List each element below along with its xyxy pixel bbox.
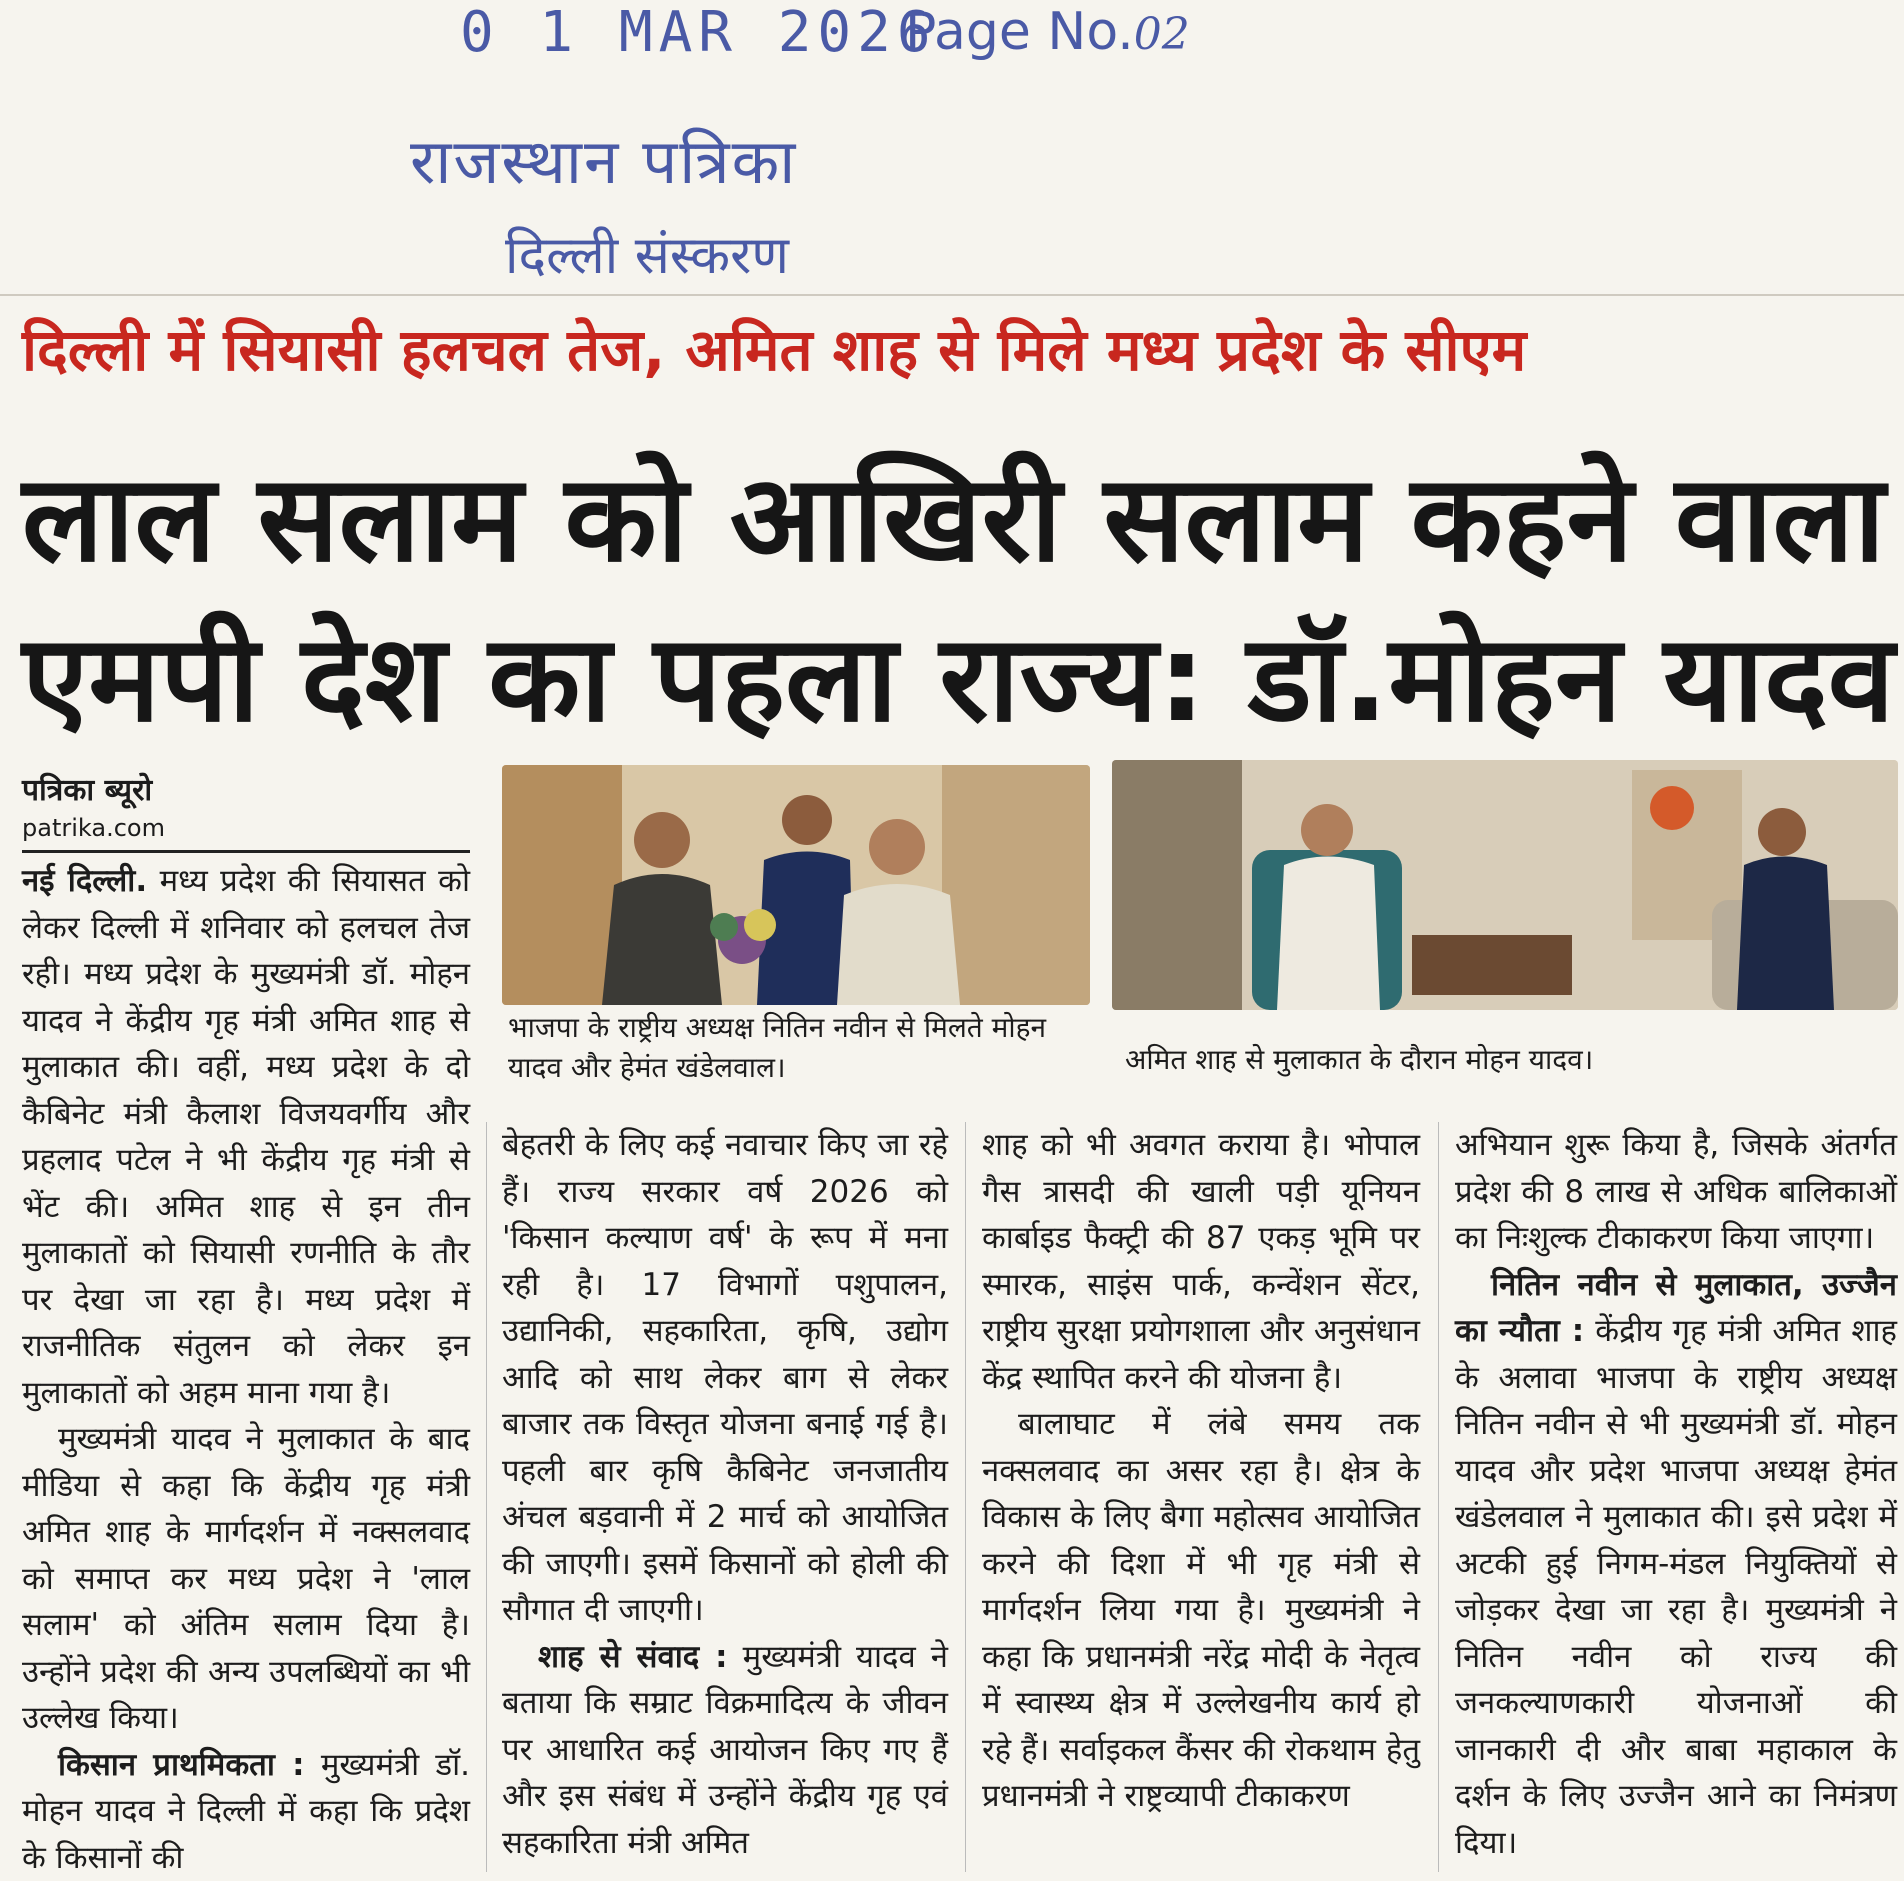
dateline: नई दिल्ली. bbox=[22, 863, 148, 899]
article-column-4 bbox=[1455, 1122, 1897, 1866]
column-rule-2 bbox=[965, 1122, 966, 1872]
col4-paragraph-1: अभियान शुरू किया है, जिसके अंतर्गत प्रदेश की 8 लाख से अधिक बालिकाओं का निःशुल्क टीकाकरण किया जाएगा। bbox=[1455, 1127, 1897, 1256]
subhead-farmer-priority: किसान प्राथमिकता : bbox=[58, 1746, 305, 1783]
article-column-2 bbox=[502, 1122, 948, 1866]
stamp-newspaper-name: राजस्थान पत्रिका bbox=[410, 125, 798, 198]
col1-paragraph-3 bbox=[22, 1742, 470, 1881]
column-rule-3 bbox=[1438, 1122, 1439, 1872]
article-column-1 bbox=[22, 858, 470, 1881]
photo1-illustration bbox=[502, 765, 1090, 1005]
col1-text-3: मुख्यमंत्री डॉ. मोहन यादव ने दिल्ली में कहा कि प्रदेश के किसानों की bbox=[22, 1746, 471, 1876]
kicker-headline: दिल्ली में सियासी हलचल तेज, अमित शाह से मिले मध्य प्रदेश के सीएम bbox=[22, 316, 1527, 384]
photo2-illustration bbox=[1112, 760, 1898, 1010]
stamp-date: 0 1 MAR 2026 bbox=[460, 0, 937, 65]
main-headline-line2: एमपी देश का पहला राज्य: डॉ.मोहन यादव bbox=[22, 610, 1895, 749]
col2-paragraph-1: बेहतरी के लिए कई नवाचार किए जा रहे हैं। राज्य सरकार वर्ष 2026 को 'किसान कल्याण वर्ष' के रूप में मना रही है। 17 विभागों पशुपालन, उद्यानिकी, सहकारिता, कृषि, उद्योग आदि को साथ लेकर बाग से लेकर बाजार तक विस्तृत योजना बनाई गई है। पहली बार कृषि कैबिनेट जनजातीय अंचल बड़वानी में 2 मार्च को आयोजित की जाएगी। इसमें किसानों को होली की सौगात दी जाएगी। bbox=[502, 1127, 948, 1628]
col1-paragraph-2: मुख्यमंत्री यादव ने मुलाकात के बाद मीडिया से कहा कि केंद्रीय गृह मंत्री अमित शाह के मार्गदर्शन में नक्सलवाद को समाप्त कर मध्य प्रदेश ने 'लाल सलाम' को अंतिम सलाम दिया है। उन्होंने प्रदेश की अन्य उपलब्धियों का भी उल्लेख किया। bbox=[22, 1421, 470, 1736]
col2-text-2: मुख्यमंत्री यादव ने बताया कि सम्राट विक्रमादित्य के जीवन पर आधारित कई आयोजन किए गए हैं और इस संबंध में उन्होंने केंद्रीय गृह एवं सहकारिता मंत्री अमित bbox=[502, 1638, 949, 1861]
col1-text-1: मध्य प्रदेश की सियासत को लेकर दिल्ली में शनिवार को हलचल तेज रही। मध्य प्रदेश के मुख्यमंत्री डॉ. मोहन यादव ने केंद्रीय गृह मंत्री अमित शाह से मुलाकात की। वहीं, मध्य प्रदेश के दो कैबिनेट मंत्री कैलाश विजयवर्गीय और प्रहलाद पटेल ने भी केंद्रीय गृह मंत्री से भेंट की। अमित शाह से इन तीन मुलाकातों को सियासी रणनीति के तौर पर देखा जा रहा है। मध्य प्रदेश में राजनीतिक संतुलन को लेकर इन मुलाकातों को अहम माना गया है। bbox=[22, 863, 470, 1411]
stamp-page-number bbox=[905, 2, 1190, 62]
stamp-page-label: Page No. bbox=[905, 2, 1134, 62]
col4-text-2: केंद्रीय गृह मंत्री अमित शाह के अलावा भाजपा के राष्ट्रीय अध्यक्ष नितिन नवीन से भी मुख्यमंत्री डॉ. मोहन यादव और प्रदेश भाजपा अध्यक्ष हेमंत खंडेलवाल ने मुलाकात की। इसे प्रदेश में अटकी हुई निगम-मंडल नियुक्तियों से जोड़कर देखा जा रहा है। मुख्यमंत्री ने नितिन नवीन को राज्य की जनकल्याणकारी योजनाओं की जानकारी दी और बाबा महाकाल के दर्शन के लिए उज्जैन आने का निमंत्रण दिया। bbox=[1455, 1313, 1898, 1861]
column-rule-1 bbox=[486, 1122, 487, 1872]
photo1-caption: भाजपा के राष्ट्रीय अध्यक्ष नितिन नवीन से मिलते मोहन यादव और हेमंत खंडेलवाल। bbox=[508, 1011, 1047, 1084]
subhead-dialogue-with-shah: शाह से संवाद : bbox=[538, 1638, 728, 1675]
clipping-edge bbox=[0, 294, 1904, 296]
col3-paragraph-2: बालाघाट में लंबे समय तक नक्सलवाद का असर रहा है। क्षेत्र के विकास के लिए बैगा महोत्सव आयोजित करने की दिशा में भी गृह मंत्री से मार्गदर्शन लिया गया है। मुख्यमंत्री ने कहा कि प्रधानमंत्री नरेंद्र मोदी के नेतृत्व में स्वास्थ्य क्षेत्र में उल्लेखनीय कार्य हो रहे हैं। सर्वाइकल कैंसर की रोकथाम हेतु प्रधानमंत्री ने राष्ट्रव्यापी टीकाकरण bbox=[982, 1406, 1420, 1814]
photo2-caption: अमित शाह से मुलाकात के दौरान मोहन यादव। bbox=[1125, 1043, 1594, 1076]
photo-meeting-amit-shah bbox=[1112, 760, 1898, 1010]
subhead-meeting-nitin-nabin: नितिन नवीन से मुलाकात, उज्जैन का न्यौता : bbox=[1455, 1266, 1897, 1349]
stamp-page-value: 02 bbox=[1133, 9, 1190, 60]
article-column-3 bbox=[982, 1122, 1420, 1820]
col1-paragraph-1 bbox=[22, 858, 470, 1416]
photo-meeting-nitin-nabin bbox=[502, 765, 1090, 1005]
main-headline-line1: लाल सलाम को आखिरी सलाम कहने वाला bbox=[22, 450, 1886, 589]
col3-paragraph-1: शाह को भी अवगत कराया है। भोपाल गैस त्रासदी की खाली पड़ी यूनियन कार्बाइड फैक्ट्री की 87 एकड़ भूमि पर स्मारक, साइंस पार्क, कन्वेंशन सेंटर, राष्ट्रीय सुरक्षा प्रयोगशाला और अनुसंधान केंद्र स्थापित करने की योजना है। bbox=[982, 1127, 1420, 1396]
byline-name: पत्रिका ब्यूरो bbox=[22, 773, 153, 808]
byline bbox=[22, 770, 470, 844]
byline-website: patrika.com bbox=[22, 814, 165, 842]
byline-rule bbox=[22, 850, 470, 853]
col4-paragraph-2 bbox=[1455, 1262, 1897, 1867]
col2-paragraph-2 bbox=[502, 1634, 948, 1867]
stamp-edition: दिल्ली संस्करण bbox=[505, 226, 789, 286]
